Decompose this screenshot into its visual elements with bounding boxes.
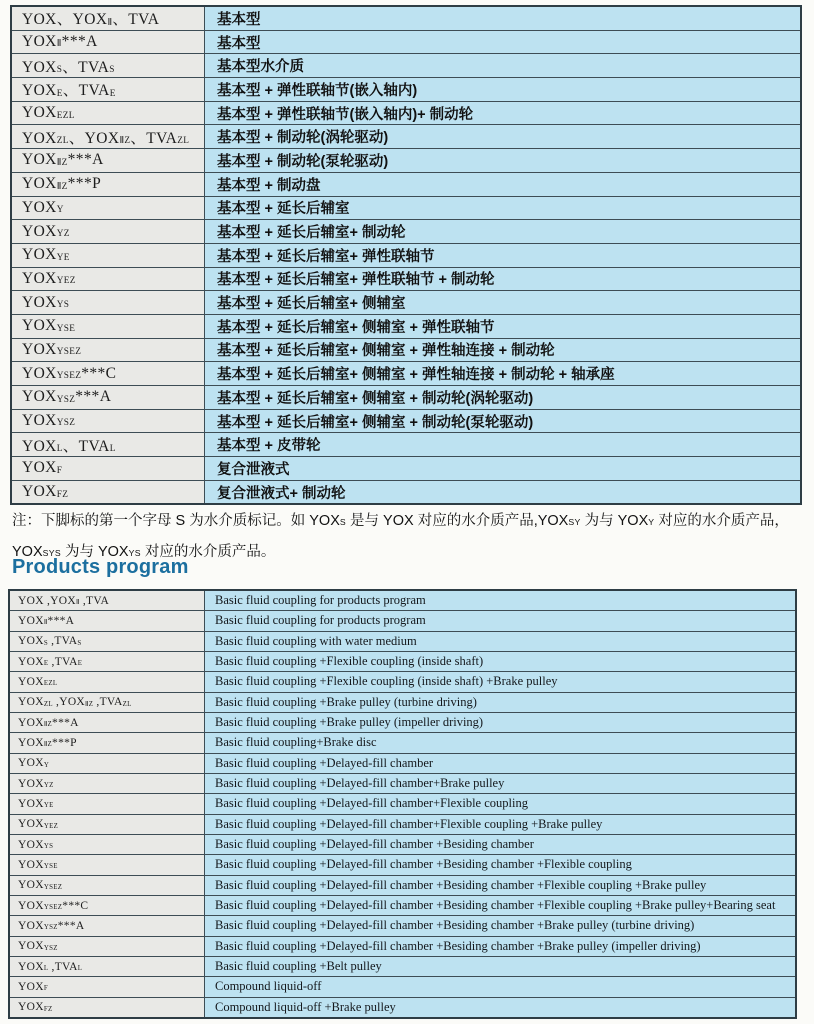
model-cell: $YOX_{ZL}$、$YOX_{ⅡZ}$、$TVA_{ZL}$ bbox=[11, 125, 205, 149]
description-cell: 复合泄液式 bbox=[205, 457, 802, 481]
description-cell: 基本型 + 延长后辅室+ 侧辅室 + 制动轮(涡轮驱动) bbox=[205, 386, 802, 410]
description-cell: Basic fluid coupling +Delayed-fill chamber+Brake pulley bbox=[205, 773, 797, 793]
table-row bbox=[9, 875, 796, 895]
description-cell: Basic fluid coupling for products program bbox=[205, 590, 797, 611]
model-cell: $YOX_{YZ}$ bbox=[9, 773, 205, 793]
table-row bbox=[11, 362, 801, 386]
description-cell: Basic fluid coupling +Delayed-fill chamber+Flexible coupling +Brake pulley bbox=[205, 814, 797, 834]
table-row bbox=[11, 149, 801, 173]
model-cell: $YOX_{FZ}$ bbox=[11, 480, 205, 504]
table-row bbox=[9, 692, 796, 712]
description-cell: 基本型 + 延长后辅室+ 侧辅室 bbox=[205, 291, 802, 315]
description-cell: 基本型 + 弹性联轴节(嵌入轴内) bbox=[205, 78, 802, 102]
description-cell: Basic fluid coupling +Delayed-fill chamber +Besiding chamber +Flexible coupling bbox=[205, 855, 797, 875]
description-cell: 基本型 + 制动盘 bbox=[205, 172, 802, 196]
table-row bbox=[9, 936, 796, 956]
table-row bbox=[9, 956, 796, 976]
description-cell: 基本型 + 延长后辅室+ 弹性联轴节 + 制动轮 bbox=[205, 267, 802, 291]
description-cell: 基本型 + 延长后辅室+ 侧辅室 + 弹性轴连接 + 制动轮 bbox=[205, 338, 802, 362]
table-row bbox=[9, 611, 796, 631]
model-cell: $YOX_{YSZ}$ bbox=[9, 936, 205, 956]
description-cell: 基本型 + 制动轮(泵轮驱动) bbox=[205, 149, 802, 173]
description-cell: Basic fluid coupling +Belt pulley bbox=[205, 956, 797, 976]
description-cell: Basic fluid coupling +Brake pulley (impeller driving) bbox=[205, 712, 797, 732]
description-cell: 基本型 + 延长后辅室+ 侧辅室 + 弹性联轴节 bbox=[205, 314, 802, 338]
model-cell: $YOX_{YSE}$ bbox=[9, 855, 205, 875]
model-cell: $YOX_F$ bbox=[11, 457, 205, 481]
table-row bbox=[11, 101, 801, 125]
table-row bbox=[11, 291, 801, 315]
description-cell: Basic fluid coupling +Brake pulley (turbine driving) bbox=[205, 692, 797, 712]
model-cell: $YOX_{EZL}$ bbox=[9, 672, 205, 692]
table-row bbox=[11, 409, 801, 433]
model-cell: $YOX_{ⅡZ}***A$ bbox=[9, 712, 205, 732]
model-cell: $YOX_F$ bbox=[9, 977, 205, 997]
model-cell: $YOX_{YEZ}$ bbox=[11, 267, 205, 291]
model-cell: $YOX_{ⅡZ}***P$ bbox=[11, 172, 205, 196]
footnote-line: $YOX_{SYS}$ 为与 $YOX_{YS}$ 对应的水介质产品。 bbox=[12, 544, 276, 560]
description-cell: Compound liquid-off +Brake pulley bbox=[205, 997, 797, 1018]
description-cell: 基本型水介质 bbox=[205, 54, 802, 78]
products-table-english bbox=[8, 589, 797, 1019]
table-row bbox=[9, 997, 796, 1018]
table-row bbox=[11, 433, 801, 457]
table-row bbox=[11, 457, 801, 481]
table-row bbox=[11, 172, 801, 196]
table-row bbox=[9, 590, 796, 611]
description-cell: 基本型 + 延长后辅室+ 侧辅室 + 弹性轴连接 + 制动轮 + 轴承座 bbox=[205, 362, 802, 386]
description-cell: Basic fluid coupling +Delayed-fill chamber +Besiding chamber +Flexible coupling +Brake pulley+Bearing seat bbox=[205, 895, 797, 915]
table-row bbox=[11, 6, 801, 30]
table-row bbox=[11, 314, 801, 338]
table-row bbox=[9, 773, 796, 793]
model-cell: $YOX_S$、$TVA_S$ bbox=[11, 54, 205, 78]
products-table-chinese bbox=[10, 5, 802, 505]
description-cell: 基本型 + 延长后辅室+ 弹性联轴节 bbox=[205, 243, 802, 267]
description-cell: Compound liquid-off bbox=[205, 977, 797, 997]
table-row bbox=[9, 753, 796, 773]
description-cell: 基本型 + 延长后辅室+ 制动轮 bbox=[205, 220, 802, 244]
model-cell: $YOX_Y$ bbox=[9, 753, 205, 773]
description-cell: 基本型 + 皮带轮 bbox=[205, 433, 802, 457]
table-row bbox=[9, 916, 796, 936]
table-row bbox=[9, 977, 796, 997]
table-row bbox=[9, 651, 796, 671]
model-cell: $YOX_{YS}$ bbox=[9, 834, 205, 854]
model-cell: $YOX_{EZL}$ bbox=[11, 101, 205, 125]
description-cell: Basic fluid coupling +Delayed-fill chamber +Besiding chamber +Flexible coupling +Brake pulley bbox=[205, 875, 797, 895]
model-cell: $YOX_{YE}$ bbox=[9, 794, 205, 814]
model-cell: $YOX_L$ $,TVA_L$ bbox=[9, 956, 205, 976]
model-cell: $YOX_{YE}$ bbox=[11, 243, 205, 267]
table-row bbox=[11, 480, 801, 504]
model-cell: $YOX_{YSEZ}$ bbox=[11, 338, 205, 362]
description-cell: Basic fluid coupling with water medium bbox=[205, 631, 797, 651]
table-row bbox=[9, 733, 796, 753]
table-row bbox=[11, 78, 801, 102]
table-row bbox=[9, 855, 796, 875]
description-cell: Basic fluid coupling for products program bbox=[205, 611, 797, 631]
model-cell: $YOX_{YSZ}***A$ bbox=[11, 386, 205, 410]
model-cell: $YOX_{YEZ}$ bbox=[9, 814, 205, 834]
table-row bbox=[11, 386, 801, 410]
model-cell: $YOX_{ⅡZ}***A$ bbox=[11, 149, 205, 173]
description-cell: Basic fluid coupling+Brake disc bbox=[205, 733, 797, 753]
model-cell: $YOX_{YSEZ}***C$ bbox=[9, 895, 205, 915]
products-table-english-body bbox=[9, 590, 796, 1018]
table-row bbox=[11, 125, 801, 149]
model-cell: $YOX_Ⅱ***A$ bbox=[9, 611, 205, 631]
table-row bbox=[11, 267, 801, 291]
model-cell: $YOX_L$、$TVA_L$ bbox=[11, 433, 205, 457]
model-cell: $YOX_{FZ}$ bbox=[9, 997, 205, 1018]
model-cell: $YOX_{YS}$ bbox=[11, 291, 205, 315]
products-program-heading: Products program bbox=[12, 556, 189, 578]
model-cell: YOX、$YOX_Ⅱ$、TVA bbox=[11, 6, 205, 30]
table-row bbox=[9, 631, 796, 651]
description-cell: 基本型 bbox=[205, 6, 802, 30]
description-cell: Basic fluid coupling +Delayed-fill chamber bbox=[205, 753, 797, 773]
model-cell: $YOX_E$、$TVA_E$ bbox=[11, 78, 205, 102]
model-cell: $YOX_{ZL}$ $,YOX_{ⅡZ}$ $,TVA_{ZL}$ bbox=[9, 692, 205, 712]
model-cell: $YOX_S$ $,TVA_S$ bbox=[9, 631, 205, 651]
table-row bbox=[9, 834, 796, 854]
description-cell: Basic fluid coupling +Delayed-fill chamber +Besiding chamber bbox=[205, 834, 797, 854]
model-cell: $YOX_Ⅱ***A$ bbox=[11, 30, 205, 54]
table-row bbox=[9, 794, 796, 814]
description-cell: 基本型 bbox=[205, 30, 802, 54]
description-cell: 基本型 + 延长后辅室+ 侧辅室 + 制动轮(泵轮驱动) bbox=[205, 409, 802, 433]
table-row bbox=[11, 220, 801, 244]
table-row bbox=[9, 814, 796, 834]
description-cell: Basic fluid coupling +Delayed-fill chamber +Besiding chamber +Brake pulley (impeller driving) bbox=[205, 936, 797, 956]
description-cell: Basic fluid coupling +Flexible coupling (inside shaft) +Brake pulley bbox=[205, 672, 797, 692]
table-row bbox=[11, 243, 801, 267]
model-cell: $YOX_{YSE}$ bbox=[11, 314, 205, 338]
model-cell: $YOX_{ⅡZ}***P$ bbox=[9, 733, 205, 753]
products-table-chinese-body bbox=[11, 6, 801, 504]
description-cell: 基本型 + 弹性联轴节(嵌入轴内)+ 制动轮 bbox=[205, 101, 802, 125]
model-cell: $YOX_{YSZ}***A$ bbox=[9, 916, 205, 936]
table-row bbox=[11, 338, 801, 362]
model-cell: $YOX_{YSZ}$ bbox=[11, 409, 205, 433]
description-cell: 基本型 + 制动轮(涡轮驱动) bbox=[205, 125, 802, 149]
table-row bbox=[11, 196, 801, 220]
table-row bbox=[9, 712, 796, 732]
model-cell: $YOX_Y$ bbox=[11, 196, 205, 220]
model-cell: YOX $,YOX_Ⅱ$ ,TVA bbox=[9, 590, 205, 611]
description-cell: Basic fluid coupling +Flexible coupling (inside shaft) bbox=[205, 651, 797, 671]
table-row bbox=[11, 30, 801, 54]
table-row bbox=[11, 54, 801, 78]
table-row bbox=[9, 895, 796, 915]
model-cell: $YOX_{YSEZ}***C$ bbox=[11, 362, 205, 386]
description-cell: Basic fluid coupling +Delayed-fill chamber +Besiding chamber +Brake pulley (turbine driving) bbox=[205, 916, 797, 936]
description-cell: Basic fluid coupling +Delayed-fill chamber+Flexible coupling bbox=[205, 794, 797, 814]
model-cell: $YOX_E$ $,TVA_E$ bbox=[9, 651, 205, 671]
model-cell: $YOX_{YSEZ}$ bbox=[9, 875, 205, 895]
description-cell: 复合泄液式+ 制动轮 bbox=[205, 480, 802, 504]
model-cell: $YOX_{YZ}$ bbox=[11, 220, 205, 244]
table-row bbox=[9, 672, 796, 692]
footnote-line: 注：下脚标的第一个字母 S 为水介质标记。如 $YOX_S$ 是与 YOX 对应的水介质产品$,YOX_{SY}$ 为与 $YOX_Y$ 对应的水介质产品， bbox=[12, 513, 789, 529]
description-cell: 基本型 + 延长后辅室 bbox=[205, 196, 802, 220]
